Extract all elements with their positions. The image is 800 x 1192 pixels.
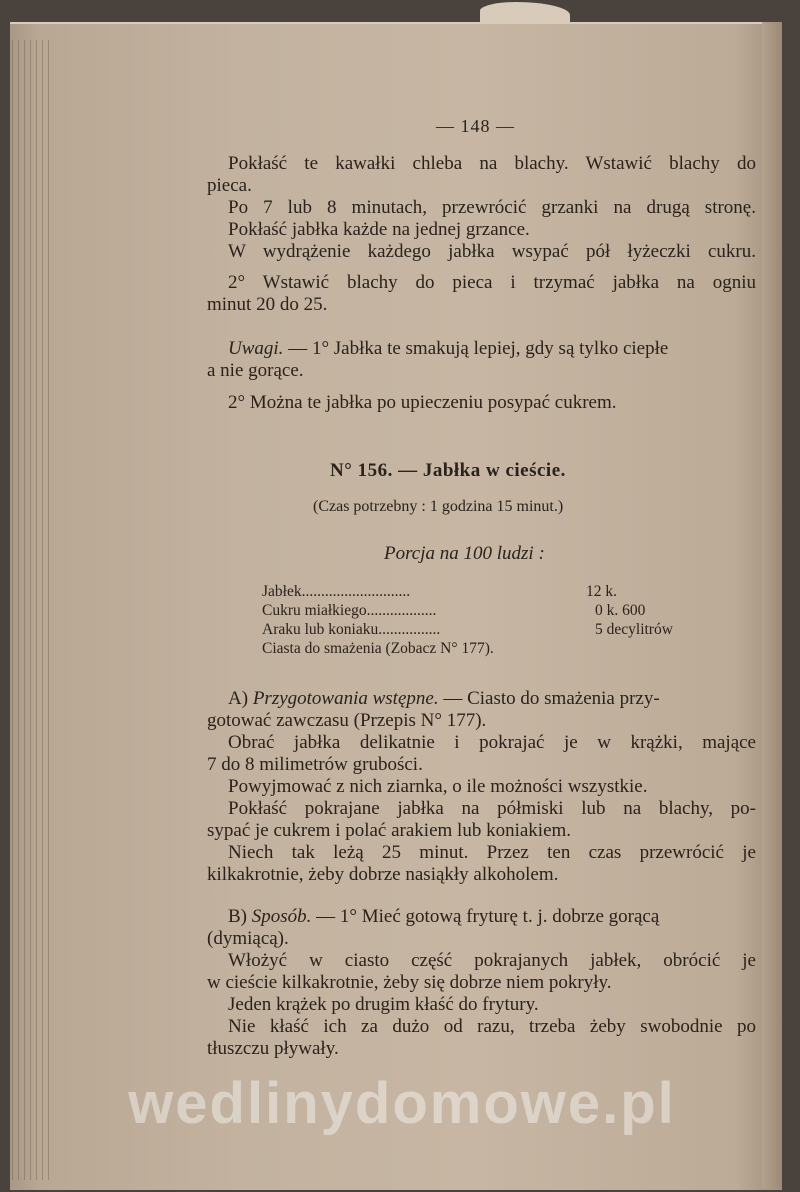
- uwagi-label: Uwagi.: [228, 338, 284, 359]
- ingredient-qty: 0 k. 600: [595, 602, 646, 619]
- sectionA-line-3: Obrać jabłka delikatnie i pokrajać je w krążki, mające: [228, 732, 756, 753]
- sectionA-line-1: [228, 688, 756, 709]
- sectionA-line-9: kilkakrotnie, żeby dobrze nasiąkły alkoholem.: [207, 864, 559, 885]
- ingredient-name: Cukru miałkiego..................: [262, 602, 437, 619]
- ingredient-name: Jabłek............................: [262, 583, 411, 600]
- sectionB-line-2: (dymiącą).: [207, 928, 289, 949]
- sectionB-label: B): [228, 906, 252, 927]
- sectionA-line-7: sypać je cukrem i polać arakiem lub koniakiem.: [207, 820, 572, 841]
- step2-line-1: 2° Wstawić blachy do pieca i trzymać jabłka na ogniu: [228, 272, 756, 293]
- portion-heading: Porcja na 100 ludzi :: [384, 543, 545, 564]
- sectionB-line-3: Włożyć w ciasto część pokrajanych jabłek, obrócić je: [228, 950, 756, 971]
- uwagi-line-1: [228, 338, 756, 359]
- sectionB-line-4: w cieście kilkakrotnie, żeby się dobrze niem pokryły.: [207, 972, 612, 993]
- uwagi-line-2: a nie gorące.: [207, 360, 304, 381]
- intro-line-2: pieca.: [207, 175, 252, 196]
- intro-line-5: W wydrążenie każdego jabłka wsypać pół łyżeczki cukru.: [228, 241, 756, 262]
- sectionA-label: A): [228, 688, 253, 709]
- sectionA-line-6: Pokłaść pokrajane jabłka na półmiski lub na blachy, po-: [228, 798, 756, 819]
- ingredient-qty: 5 decylitrów: [595, 621, 673, 638]
- sectionB-line-6: Nie kłaść ich za dużo od razu, trzeba żeby swobodnie po: [228, 1016, 756, 1037]
- sectionB-title: Sposób.: [251, 906, 312, 927]
- intro-line-3: Po 7 lub 8 minutach, przewrócić grzanki na drugą stronę.: [228, 197, 756, 218]
- sectionA-line-2: gotować zawczasu (Przepis N° 177).: [207, 710, 487, 731]
- ingredient-name: Araku lub koniaku................: [262, 621, 441, 638]
- recipe-title: N° 156. — Jabłka w cieście.: [330, 460, 566, 481]
- uwagi-text-1: — 1° Jabłka te smakują lepiej, gdy są tylko ciepłe: [283, 338, 669, 359]
- sectionB-line-5: Jeden krążek po drugim kłaść do frytury.: [228, 994, 539, 1015]
- watermark: wedlinydomowe.pl: [128, 1071, 676, 1136]
- uwagi-2: 2° Można te jabłka po upieczeniu posypać cukrem.: [228, 392, 617, 413]
- intro-line-4: Pokłaść jabłka każde na jednej grzance.: [228, 219, 530, 240]
- ingredient-qty: 12 k.: [586, 583, 617, 600]
- sectionA-line-4: 7 do 8 milimetrów grubości.: [207, 754, 423, 775]
- sectionA-text-1: — Ciasto do smażenia przy-: [438, 688, 660, 709]
- sectionA-line-8: Niech tak leżą 25 minut. Przez ten czas przewrócić je: [228, 842, 756, 863]
- sectionB-text-1: — 1° Mieć gotową fryturę t. j. dobrze gorącą: [311, 906, 660, 927]
- sectionB-line-7: tłuszczu pływały.: [207, 1038, 339, 1059]
- intro-line-1: Pokłaść te kawałki chleba na blachy. Wstawić blachy do: [228, 153, 756, 174]
- page-number: — 148 —: [436, 116, 515, 136]
- time-needed: (Czas potrzebny : 1 godzina 15 minut.): [313, 498, 564, 515]
- sectionA-line-5: Powyjmować z nich ziarnka, o ile możności wszystkie.: [228, 776, 648, 797]
- sectionA-title: Przygotowania wstępne.: [252, 688, 439, 709]
- step2-line-2: minut 20 do 25.: [207, 294, 328, 315]
- sectionB-line-1: [228, 906, 756, 927]
- ingredient-name: Ciasta do smażenia (Zobacz N° 177).: [262, 640, 494, 657]
